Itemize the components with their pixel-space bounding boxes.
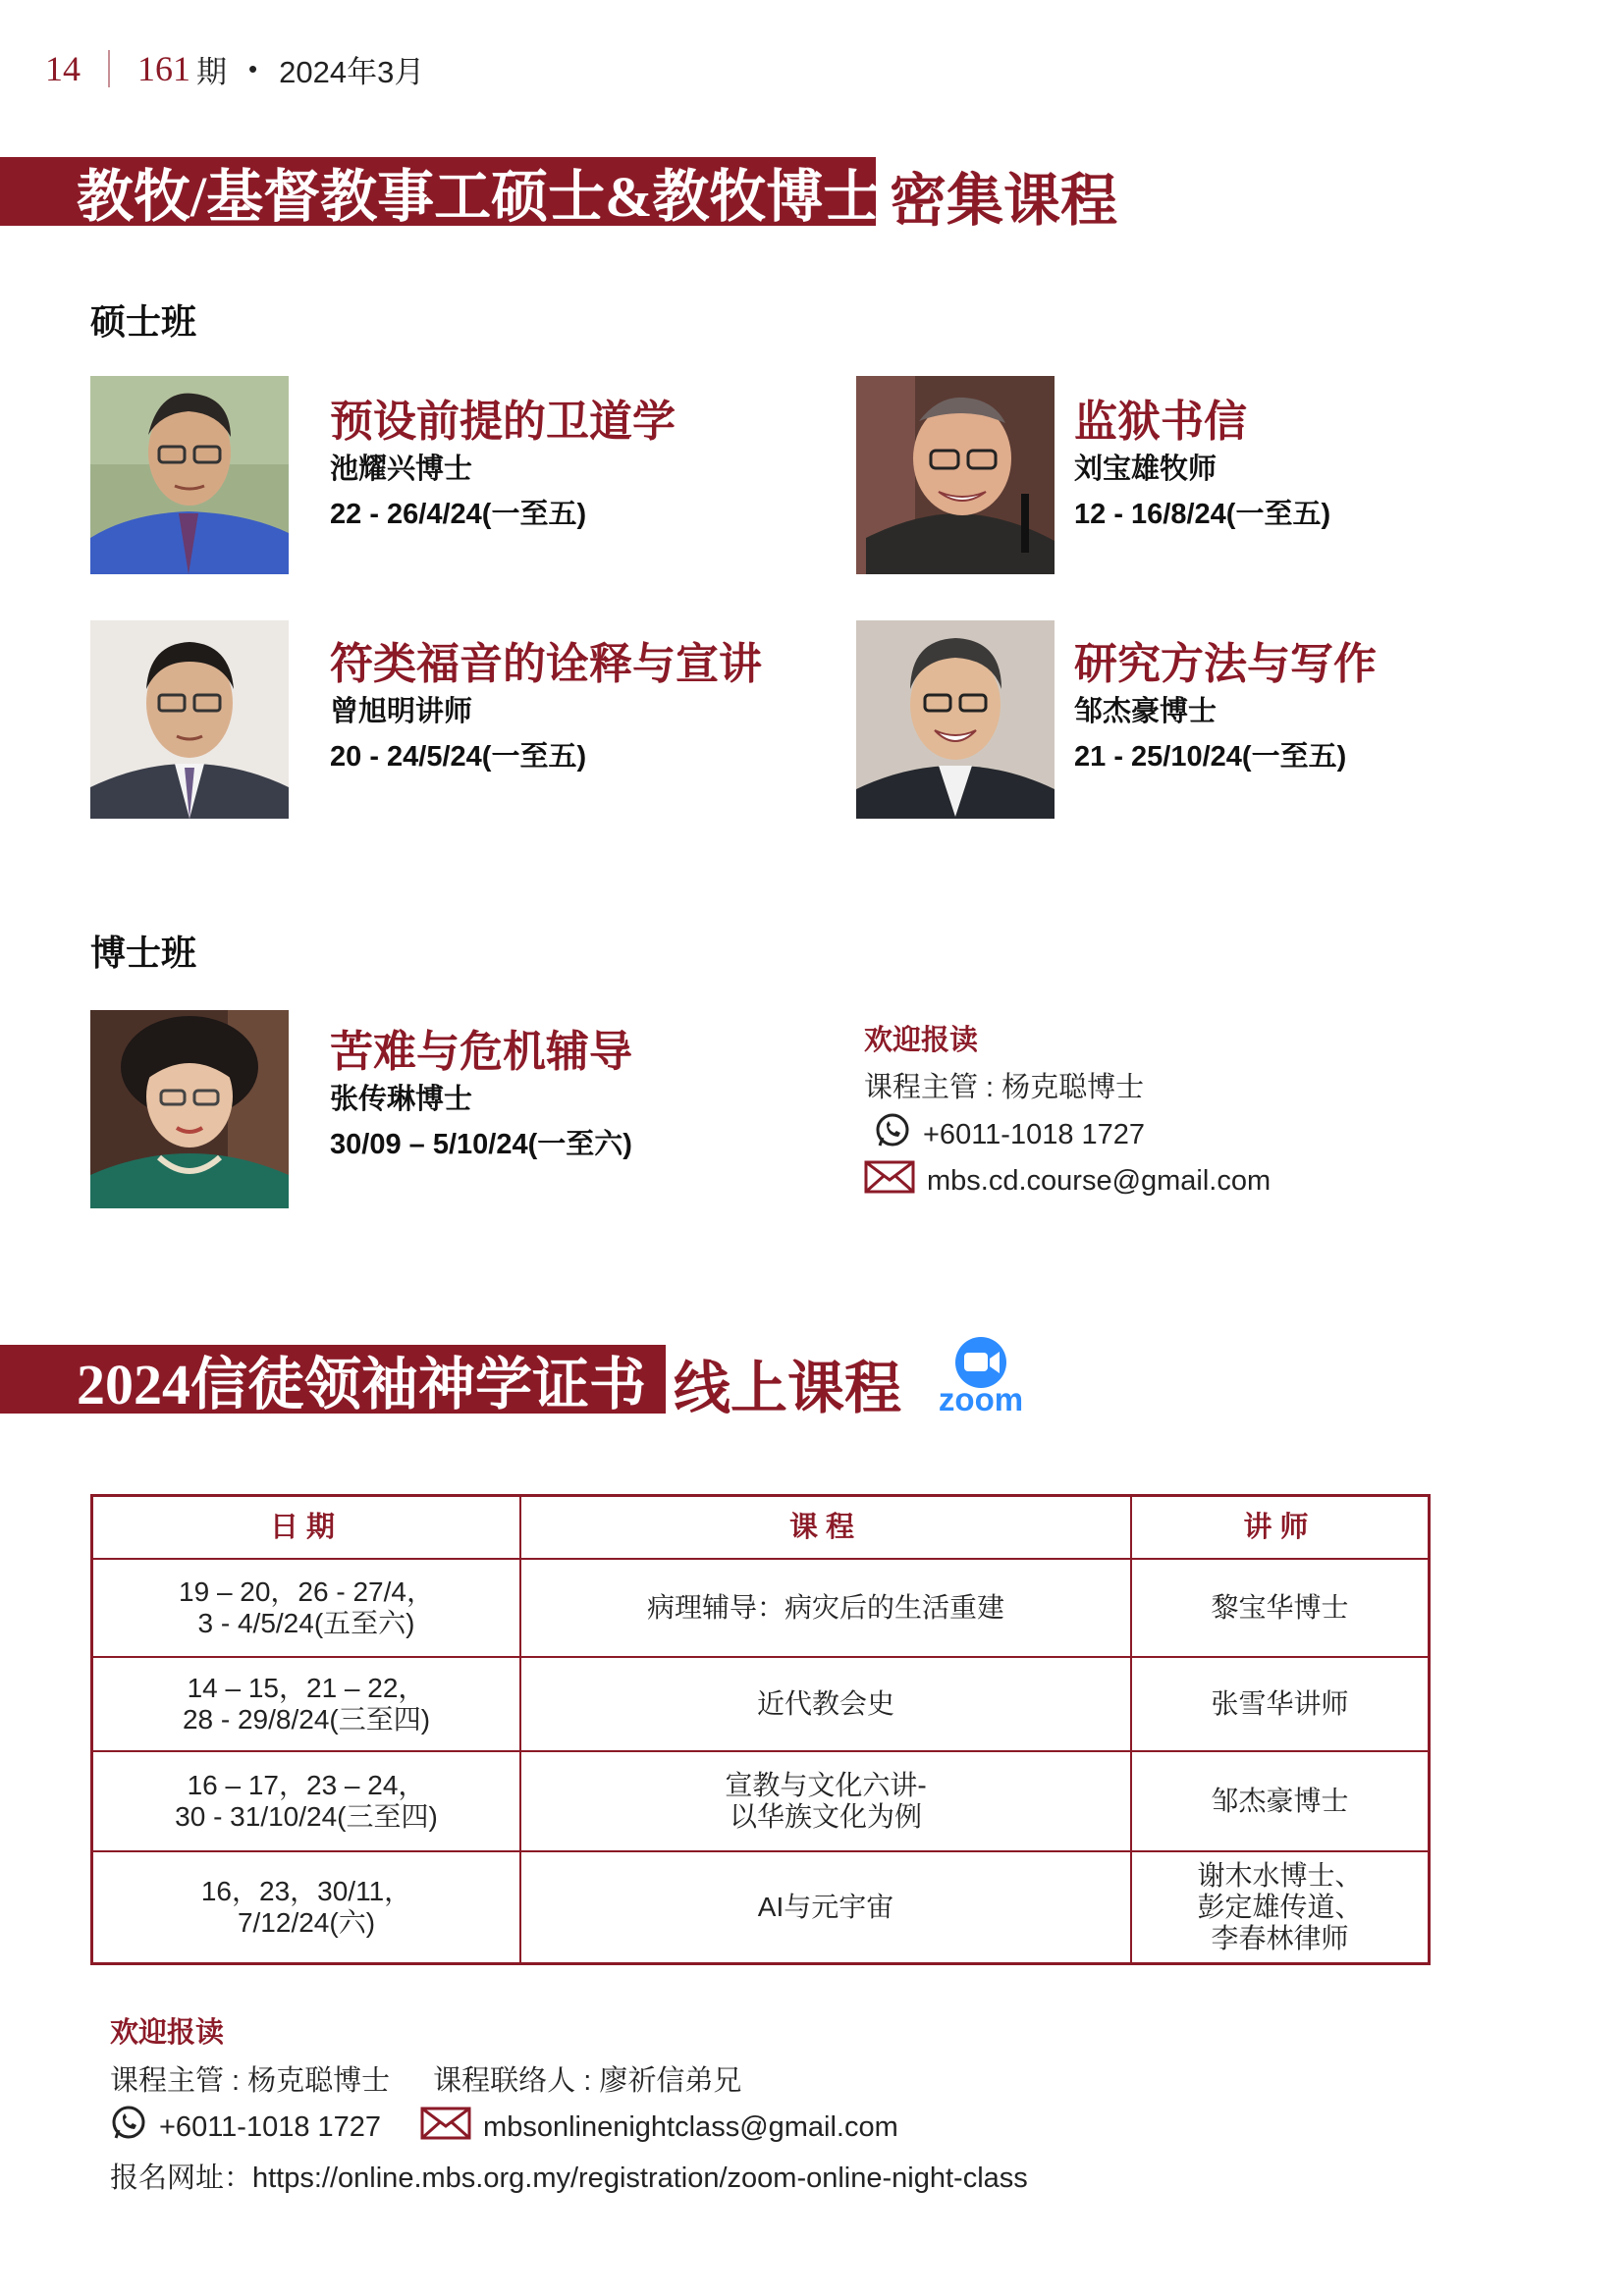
row-course: 病理辅导：病灾后的生活重建 [520,1559,1131,1657]
doctoral-heading: 博士班 [90,934,197,973]
masters-heading: 硕士班 [90,302,197,342]
course-title-2: 监狱书信 [1074,398,1247,446]
issue-number: 161 [137,49,190,88]
course-date-2: 12 - 16/8/24(一至五) [1074,499,1331,530]
table-row [92,1559,1430,1657]
lecturer-photo-5 [90,1010,289,1208]
row-date: 16 – 17，23 – 24， 30 - 31/10/24(三至四) [92,1751,521,1851]
table-header-row [92,1496,1430,1560]
whatsapp-icon [110,2105,147,2150]
section1-banner-side: 密集课程 [890,169,1118,233]
section1-contact-phone-row [874,1112,1145,1157]
doctoral-course-date: 30/09 – 5/10/24(一至六) [330,1129,632,1160]
section2-contact-email[interactable]: mbsonlinenightclass@gmail.com [483,2110,898,2143]
section2-registration-link[interactable]: 报名网址：https://online.mbs.org.my/registration/zoom-online-night-class [110,2163,1028,2194]
section1-contact-supervisor: 课程主管 : 杨克聪博士 [864,1072,1145,1103]
section2-contact-supervisor: 课程主管 : 杨克聪博士 [110,2065,391,2097]
section1-banner-title: 教牧/基督教事工硕士&教牧博士 [77,165,881,229]
row-date: 19 – 20，26 - 27/4， 3 - 4/5/24(五至六) [92,1559,521,1657]
course-lecturer-3: 曾旭明讲师 [330,696,473,727]
course-title-4: 研究方法与写作 [1074,640,1377,688]
table-row [92,1657,1430,1751]
section2-banner-title: 2024信徒领袖神学证书 [77,1353,647,1416]
section2-contact-heading: 欢迎报读 [110,2017,225,2049]
mail-icon [864,1160,915,1201]
header-divider [108,50,110,87]
row-course: AI与元宇宙 [520,1851,1131,1963]
row-course: 近代教会史 [520,1657,1131,1751]
row-course: 宣教与文化六讲- 以华族文化为例 [520,1751,1131,1851]
whatsapp-icon [874,1112,911,1157]
doctoral-course-lecturer: 张传琳博士 [330,1084,473,1115]
doctoral-course-title: 苦难与危机辅导 [330,1028,632,1076]
course-title-1: 预设前提的卫道学 [330,398,676,446]
page-header [45,47,424,90]
section1-contact-email-row [864,1160,1271,1201]
course-date-1: 22 - 26/4/24(一至五) [330,499,587,530]
table-row [92,1851,1430,1963]
row-lecturer: 张雪华讲师 [1131,1657,1430,1751]
section1-banner [0,157,881,229]
column-header-lecturer: 讲师 [1131,1496,1430,1560]
row-date: 14 – 15，21 – 22， 28 - 29/8/24(三至四) [92,1657,521,1751]
header-bullet: • [248,53,258,83]
course-date-4: 21 - 25/10/24(一至五) [1074,741,1347,773]
lecturer-photo-4 [856,620,1055,819]
section2-banner [0,1345,666,1414]
column-header-date: 日期 [92,1496,521,1560]
section2-contact-row [110,2105,898,2150]
lecturer-photo-1 [90,376,289,574]
section1-contact-email[interactable]: mbs.cd.course@gmail.com [927,1164,1271,1197]
section2-contact-liaison: 课程联络人 : 廖祈信弟兄 [433,2065,742,2097]
table-row [92,1751,1430,1851]
section2-contact-phone[interactable]: +6011-1018 1727 [159,2110,382,2143]
course-lecturer-2: 刘宝雄牧师 [1074,454,1217,485]
row-date: 16，23，30/11， 7/12/24(六) [92,1851,521,1963]
row-lecturer: 邹杰豪博士 [1131,1751,1430,1851]
zoom-logo-text: zoom [938,1381,1024,1417]
course-lecturer-4: 邹杰豪博士 [1074,696,1217,727]
issue-suffix: 期 [196,54,227,89]
column-header-course: 课程 [520,1496,1131,1560]
lecturer-photo-2 [856,376,1055,574]
issue-date: 2024年3月 [279,54,425,89]
course-date-3: 20 - 24/5/24(一至五) [330,741,587,773]
page-number: 14 [45,49,81,88]
lecturer-photo-3 [90,620,289,819]
course-title-3: 符类福音的诠释与宣讲 [330,640,762,688]
course-lecturer-1: 池耀兴博士 [330,454,473,485]
section2-banner-side: 线上课程 [674,1357,902,1420]
section2-contact-people [110,2058,741,2099]
row-lecturer: 谢木水博士、 彭定雄传道、 李春林律师 [1131,1851,1430,1963]
section1-contact-phone[interactable]: +6011-1018 1727 [923,1118,1146,1150]
row-lecturer: 黎宝华博士 [1131,1559,1430,1657]
mail-icon [420,2107,471,2148]
section1-contact-heading: 欢迎报读 [864,1025,979,1056]
schedule-table [90,1494,1431,1965]
